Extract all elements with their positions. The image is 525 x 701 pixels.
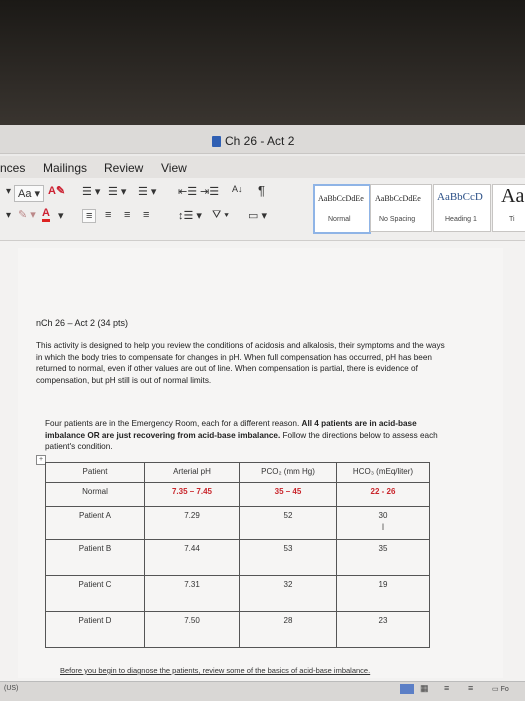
cell-patient-c-pco2: 32 xyxy=(240,576,337,612)
document-heading xyxy=(36,318,128,328)
shading-icon[interactable]: ⛛ ▾ xyxy=(212,209,229,221)
cell-patient-c-hco3: 19 xyxy=(337,576,430,612)
cell-patient-d-ph: 7.50 xyxy=(145,612,240,648)
align-right-icon[interactable]: ≡ xyxy=(124,209,131,221)
style-normal-label: Normal xyxy=(328,216,351,223)
cell-patient-a-ph: 7.29 xyxy=(145,507,240,540)
document-heading-text: nCh 26 – Act 2 (34 pts) xyxy=(36,318,129,328)
style-no-spacing-sample: AaBbCcDdEe xyxy=(375,194,421,203)
web-layout-icon[interactable]: ▦ xyxy=(420,683,429,693)
multilevel-list-icon[interactable]: ☰ ▾ xyxy=(138,186,157,198)
cell-patient-d: Patient D xyxy=(46,612,145,648)
text-cursor-icon: I xyxy=(381,522,385,532)
change-case-icon[interactable]: Aa ▾ xyxy=(14,185,44,202)
justify-icon[interactable]: ≡ xyxy=(143,209,150,221)
window-title-text: Ch 26 - Act 2 xyxy=(225,134,295,148)
highlight-menu[interactable]: ▾ xyxy=(6,210,12,221)
style-title-label: Ti xyxy=(509,216,515,223)
line-spacing-icon[interactable]: ↕☰ ▾ xyxy=(178,210,202,222)
tab-mailings[interactable]: Mailings xyxy=(43,161,88,175)
draft-view-icon[interactable]: ≡ xyxy=(468,683,474,693)
cell-normal-pco2: 35 – 45 xyxy=(240,483,337,507)
cell-normal-ph: 7.35 – 7.45 xyxy=(145,483,240,507)
patient-table xyxy=(45,462,430,648)
header-pco2: PCO₂ (mm Hg) xyxy=(240,463,337,483)
print-layout-icon[interactable] xyxy=(400,684,414,694)
highlight-icon[interactable]: ✎ ▾ xyxy=(18,209,36,221)
style-no-spacing-label: No Spacing xyxy=(379,216,416,223)
style-heading-1-sample: AaBbCcD xyxy=(437,191,483,203)
instructions-text-bold: All 4 patients are in acid-base imbalance OR are just recovering from acid-base imbalance. xyxy=(45,419,417,440)
cell-patient-c: Patient C xyxy=(46,576,145,612)
tab-references[interactable]: nces xyxy=(0,161,26,175)
cell-normal-label: Normal xyxy=(46,483,145,507)
cell-patient-b-ph: 7.44 xyxy=(145,540,240,576)
bullets-icon[interactable]: ☰ ▾ xyxy=(82,186,101,198)
document-icon xyxy=(212,136,221,147)
outline-view-icon[interactable]: ≡ xyxy=(444,683,450,693)
cell-patient-b: Patient B xyxy=(46,540,145,576)
increase-indent-icon[interactable]: ⇥☰ xyxy=(200,186,220,198)
table-row-normal xyxy=(46,483,430,507)
table-header-row xyxy=(46,463,430,483)
cell-patient-a-hco3-value: 30 xyxy=(378,511,388,520)
instructions-paragraph xyxy=(45,418,445,453)
cell-patient-a-hco3[interactable] xyxy=(337,507,430,540)
clear-formatting-icon[interactable]: A✎ xyxy=(48,185,66,197)
style-title-sample: Aa xyxy=(501,185,525,207)
align-left-icon[interactable]: ≡ xyxy=(82,209,96,223)
style-normal-sample: AaBbCcDdEe xyxy=(318,194,364,203)
table-row xyxy=(46,576,430,612)
language-indicator[interactable]: (US) xyxy=(4,685,19,692)
cell-patient-a-pco2: 52 xyxy=(240,507,337,540)
window-title xyxy=(212,134,294,148)
sort-icon[interactable]: A↓ xyxy=(232,184,243,194)
background-dark xyxy=(0,0,525,128)
cell-patient-d-pco2: 28 xyxy=(240,612,337,648)
header-arterial-ph: Arterial pH xyxy=(145,463,240,483)
focus-mode-button[interactable] xyxy=(492,685,509,693)
table-move-handle[interactable]: + xyxy=(36,455,46,465)
paragraph-mark-icon[interactable]: ¶ xyxy=(258,183,265,198)
focus-label: Fo xyxy=(500,686,509,693)
tab-review[interactable]: Review xyxy=(104,161,144,175)
cell-patient-b-pco2: 53 xyxy=(240,540,337,576)
intro-paragraph: This activity is designed to help you review the conditions of acidosis and alkalosis, their symptoms and the ways in which the body tries to compensate for changes in pH. When full compensation has occurred, pH has been returned to normal, even if other values are out of line. When compensation is partial, there is evidence of compensation, but pH still is out of normal limits. xyxy=(36,341,445,385)
align-center-icon[interactable]: ≡ xyxy=(105,209,112,221)
cell-patient-c-ph: 7.31 xyxy=(145,576,240,612)
footer-instruction: Before you begin to diagnose the patients, review some of the basics of acid-base imbalance. xyxy=(60,666,371,675)
table-row xyxy=(46,540,430,576)
focus-icon: ▭ xyxy=(492,686,501,693)
style-no-spacing[interactable] xyxy=(370,184,432,232)
header-patient: Patient xyxy=(46,463,145,483)
numbering-icon[interactable]: ☰ ▾ xyxy=(108,186,127,198)
header-hco3: HCO₃ (mEq/liter) xyxy=(337,463,430,483)
borders-icon[interactable]: ▭ ▾ xyxy=(248,210,267,222)
table-row xyxy=(46,612,430,648)
style-heading-1-label: Heading 1 xyxy=(445,216,477,223)
table-row xyxy=(46,507,430,540)
style-heading-1[interactable] xyxy=(433,184,491,232)
cell-patient-d-hco3: 23 xyxy=(337,612,430,648)
tab-view[interactable]: View xyxy=(161,161,187,175)
instructions-text-a: Four patients are in the Emergency Room, each for a different reason. xyxy=(45,419,302,428)
cell-normal-hco3: 22 - 26 xyxy=(337,483,430,507)
style-normal[interactable] xyxy=(313,184,371,234)
font-color-menu[interactable]: ▾ xyxy=(58,210,64,222)
cell-patient-a: Patient A xyxy=(46,507,145,540)
font-size-menu[interactable]: ▾ xyxy=(6,186,12,197)
cell-patient-b-hco3: 35 xyxy=(337,540,430,576)
font-color-icon[interactable]: A xyxy=(42,207,50,222)
style-title[interactable] xyxy=(492,184,525,232)
instructions-text-c: Follow the directions below to assess each patient's condition. xyxy=(45,430,438,452)
decrease-indent-icon[interactable]: ⇤☰ xyxy=(178,186,198,198)
